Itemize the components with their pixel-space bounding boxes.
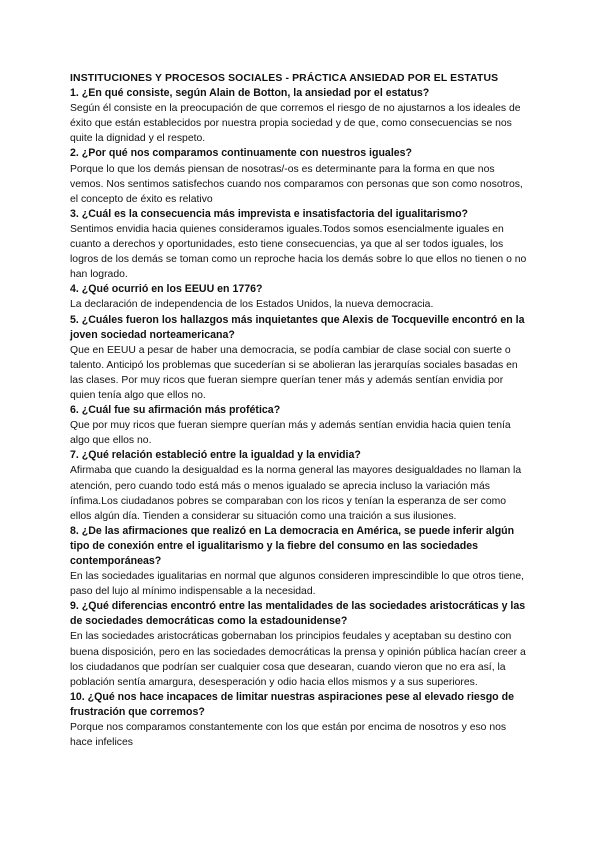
question-10: 10. ¿Qué nos hace incapaces de limitar nuestras aspiraciones pese al elevado riesgo de frustración que corremos?: [70, 690, 514, 718]
question-6: 6. ¿Cuál fue su afirmación más profética?: [70, 404, 281, 417]
question-5: 5. ¿Cuáles fueron los hallazgos más inquietantes que Alexis de Tocqueville encontró en la joven sociedad norteamericana?: [70, 313, 525, 341]
answer-1: Según él consiste en la preocupación de que corremos el riesgo de no ajustarnos a los ideales de éxito que están establecidos por nuestra propia sociedad y de que, como consecuencias se nos quite la dignidad y el respeto.: [70, 103, 521, 145]
answer-10: Porque nos comparamos constantemente con los que están por encima de nosotros y eso nos hace infelices: [70, 722, 507, 749]
answer-3: Sentimos envidia hacia quienes consideramos iguales.Todos somos esencialmente iguales en cuanto a derechos y oportunidades, esto tiene consecuencias, ya que al ser todos iguales, los logros de los demás se toman como un reproche hacia los demás sobre lo que ellos no tienen o no han logrado.: [70, 223, 527, 281]
answer-7: Afirmaba que cuando la desigualdad es la norma general las mayores desigualdades no llaman la atención, pero cuando todo está más o menos igualado se aprecia incluso la variación más ínfima.Los ciudadanos pobres se comparaban con los ricos y tenían la esperanza de ser como ellos algún día. Tienden a considerar su situación como una traición a sus ilusiones.: [70, 465, 522, 522]
question-4: 4. ¿Qué ocurrió en los EEUU en 1776?: [70, 283, 263, 296]
question-8: 8. ¿De las afirmaciones que realizó en La democracia en América, se puede inferir algún tipo de conexión entre el igualitarismo y la fiebre del consumo en las sociedades contemporáneas?: [70, 524, 515, 567]
document-page: [70, 71, 530, 750]
question-3: 3. ¿Cuál es la consecuencia más imprevista e insatisfactoria del igualitarismo?: [70, 207, 469, 220]
question-1: 1. ¿En qué consiste, según Alain de Botton, la ansiedad por el estatus?: [70, 87, 430, 100]
answer-2: Porque lo que los demás piensan de nosotras/-os es determinante para la forma en que nos vemos. Nos sentimos satisfechos cuando nos comparamos con personas que son como nosotros, el concepto de éxito es relativo: [70, 163, 523, 205]
question-9: 9. ¿Qué diferencias encontró entre las mentalidades de las sociedades aristocráticas y las de sociedades democráticas como la estadounidense?: [70, 600, 526, 628]
answer-4: La declaración de independencia de los Estados Unidos, la nueva democracia.: [70, 299, 434, 311]
question-2: 2. ¿Por qué nos comparamos continuamente con nuestros iguales?: [70, 147, 413, 160]
question-7: 7. ¿Qué relación estableció entre la igualdad y la envidia?: [70, 449, 361, 462]
document-title: INSTITUCIONES Y PROCESOS SOCIALES - PRÁCTICA ANSIEDAD POR EL ESTATUS: [70, 73, 499, 84]
answer-6: Que por muy ricos que fueran siempre querían más y además sentían envidia hacia quien tenía algo que ellos no.: [70, 420, 511, 447]
answer-5: Que en EEUU a pesar de haber una democracia, se podía cambiar de clase social con suerte o talento. Anticipó los problemas que sucederían si se abolieran las jerarquías sociales basadas en las clases. Por muy ricos que fueran siempre querían tener más y además sentían envidia por quien tenía algo que ellos no.: [70, 344, 518, 401]
answer-9: En las sociedades aristocráticas gobernaban los principios feudales y aceptaban su destino con buena disposición, pero en las sociedades democráticas la prensa y opinión pública hacían creer a los ciudadanos que podrían ser cualquier cosa que desearan, cuando vieron que no era así, la población sentía amargura, desesperación y odio hacia ellos mismos y a sus superiores.: [70, 631, 526, 688]
answer-8: En las sociedades igualitarias en normal que algunos consideren imprescindible lo que otros tiene, paso del lujo al mínimo indispensable a la necesidad.: [70, 571, 524, 598]
